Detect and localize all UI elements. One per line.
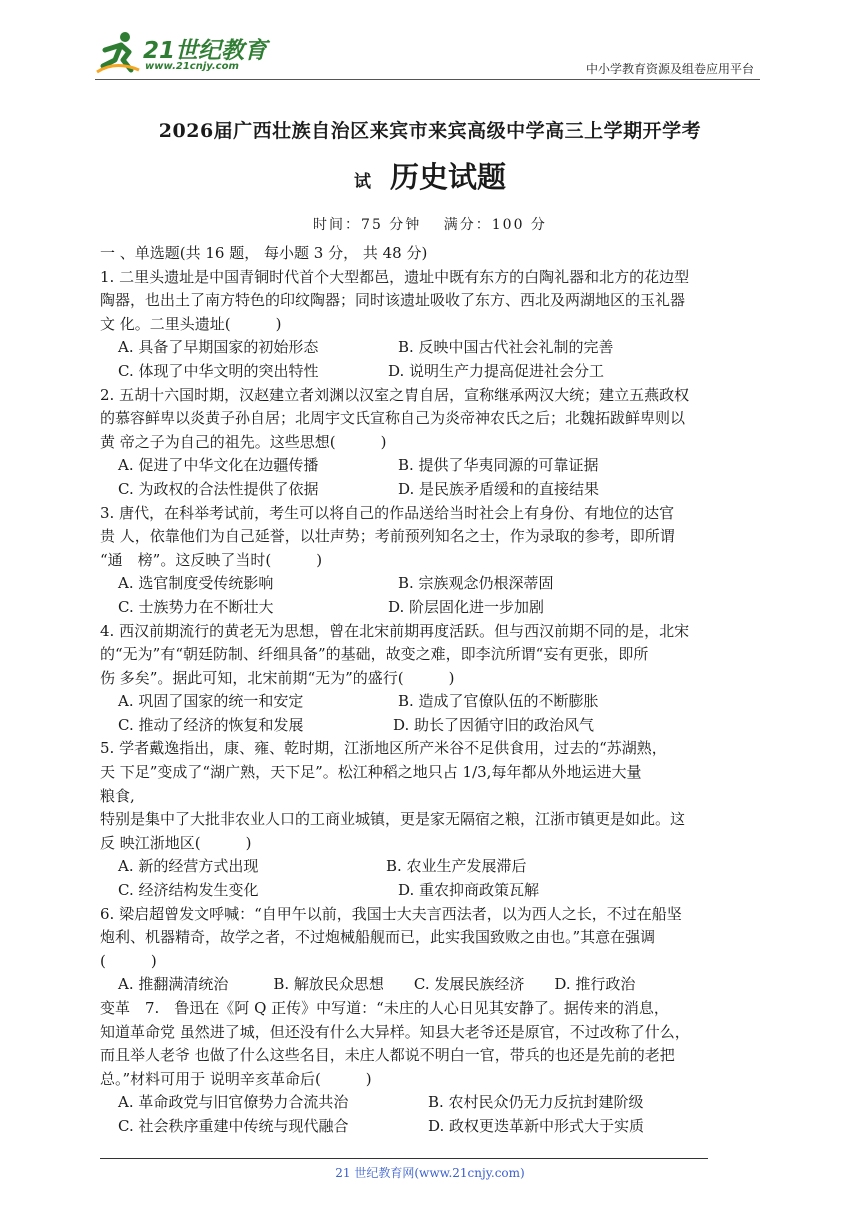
question-1-line: 1. 二里头遗址是中国青铜时代首个大型都邑，遗址中既有东方的白陶礼器和北方的花边型 [100,267,690,286]
option-a: A. 巩固了国家的统一和安定 [118,692,304,711]
option-b: B. 反映中国古代社会礼制的完善 [398,338,614,357]
option-b: B. 宗族观念仍根深蒂固 [398,574,554,593]
question-3-line: 3. 唐代，在科举考试前，考生可以将自己的作品送给当时社会上有身份、有地位的达官 [100,503,675,522]
question-5-line: 天 下足”变成了“湖广熟，天下足”。松江种稻之地只占 1/3,每年都从外地运进大量 [100,763,642,782]
question-7-line: 总。”材料可用于 说明辛亥革命后( ) [100,1069,372,1088]
logo-text: 21世纪教育 [143,38,268,64]
question-body [100,242,760,1139]
question-2-line: 2. 五胡十六国时期，汉赵建立者刘渊以汉室之胄自居，宣称继承两汉大统；建立五燕政权 [100,385,690,404]
question-6-line: ( ) [100,951,157,970]
question-7-line: 而且举人老爷 也做了什么这些名目，未庄人都说不明白一官，带兵的也还是先前的老把 [100,1046,675,1065]
option-d: D. 是民族矛盾缓和的直接结果 [398,479,600,498]
header-divider [95,79,760,80]
question-5-options [100,879,760,903]
question-6-line: 炮利、机器精奇，故学之者，不过炮械船舰而已，此实我国致败之由也。”其意在强调 [100,928,656,947]
question-4-line: 伤 多矣”。据此可知，北宋前期“无为”的盛行( ) [100,668,455,687]
option-d: D. 重农抑商政策瓦解 [398,881,540,900]
footer-divider [100,1158,708,1159]
option-a: A. 具备了早期国家的初始形态 [118,338,319,357]
option-b: B. 农村民众仍无力反抗封建阶级 [428,1093,644,1112]
question-6-line: 6. 梁启超曾发文呼喊：“自甲午以前，我国士大夫言西法者，以为西人之长，不过在船坚 [100,904,682,923]
option-c: C. 士族势力在不断壮大 [118,597,274,616]
question-4-line: 4. 西汉前期流行的黄老无为思想，曾在北宋前期再度活跃。但与西汉前期不同的是，北宋 [100,621,690,640]
option-a: A. 促进了中华文化在边疆传播 [118,456,319,475]
question-6-options: A. 推翻满清统治 B. 解放民众思想 C. 发展民族经济 D. 推行政治 [118,975,636,994]
question-2-line: 黄 帝之子为自己的祖先。这些思想( ) [100,432,387,451]
logo-url: www.21cnjy.com [145,61,239,72]
question-4-line: 的“无为”有“朝廷防制、纤细具备”的基础，故变之难，即李沆所谓“妄有更张，即所 [100,645,649,664]
section-heading: 一 、单选题(共 16 题， 每小题 3 分， 共 48 分) [100,244,428,262]
question-4-options [100,714,760,738]
exam-title-continued: 试 [353,172,371,192]
question-7-line: 变革 7. 鲁迅在《阿 Q 正传》中写道：“未庄的人心日见其安静了。据传来的消息， [100,999,669,1017]
question-5-line: 反 映江浙地区( ) [100,833,252,852]
option-c: C. 为政权的合法性提供了依据 [118,479,319,498]
question-2-options [100,478,760,502]
question-3-line: 贵 人，依靠他们为自己延誉，以壮声势；考前预列知名之士，作为录取的参考，即所谓 [100,527,675,546]
option-d: D. 说明生产力提高促进社会分工 [388,361,605,380]
footer-link[interactable]: 21 世纪教育网(www.21cnjy.com) [335,1166,525,1180]
question-3-options [100,572,760,596]
question-5-line: 特别是集中了大批非农业人口的工商业城镇，更是家无隔宿之粮，江浙市镇更是如此。这 [100,810,686,829]
option-c: C. 社会秩序重建中传统与现代融合 [118,1116,349,1135]
subject-title: 历史试题 [390,160,507,194]
question-5-line: 粮食, [100,786,135,805]
platform-label: 中小学教育资源及组卷应用平台 [585,62,754,76]
option-b: B. 造成了官僚队伍的不断膨胀 [398,692,599,711]
question-1-line: 文 化。二里头遗址( ) [100,314,282,333]
option-d: D. 助长了因循守旧的政治风气 [393,715,595,734]
option-c: C. 推动了经济的恢复和发展 [118,715,304,734]
question-4-options [100,690,760,714]
question-2-line: 的慕容鲜卑以炎黄子孙自居；北周宇文氏宣称自己为炎帝神农氏之后；北魏拓跋鲜卑则以 [100,409,686,428]
option-b: B. 提供了华夷同源的可靠证据 [398,456,599,475]
exam-meta: 时间：75 分钟 满分：100 分 [313,217,547,233]
question-5-line: 5. 学者戴逸指出，康、雍、乾时期，江浙地区所产米谷不足供食用，过去的“苏湖熟， [100,739,667,758]
question-3-options [100,596,760,620]
runner-logo-icon [95,30,141,76]
question-1-options [100,360,760,384]
option-a: A. 革命政党与旧官僚势力合流共治 [118,1093,349,1112]
page-header [95,30,760,82]
question-2-options [100,454,760,478]
option-d: D. 政权更迭革新中形式大于实质 [428,1116,645,1135]
option-c: C. 体现了中华文明的突出特性 [118,361,319,380]
exam-title: 2026届广西壮族自治区来宾市来宾高级中学高三上学期开学考 [158,120,702,142]
question-7-options [100,1091,760,1115]
option-a: A. 新的经营方式出现 [118,857,259,876]
option-a: A. 选官制度受传统影响 [118,574,274,593]
logo[interactable] [95,30,275,78]
question-1-options [100,336,760,360]
question-1-line: 陶器，也出土了南方特色的印纹陶器；同时该遗址吸收了东方、西北及两湖地区的玉礼器 [100,291,686,310]
option-b: B. 农业生产发展滞后 [386,857,527,876]
option-c: C. 经济结构发生变化 [118,881,259,900]
question-5-options [100,855,760,879]
exam-title-line2 [0,155,860,196]
option-d: D. 阶层固化进一步加剧 [388,597,545,616]
question-3-line: “通 榜”。这反映了当时( ) [100,550,323,569]
question-7-options [100,1115,760,1139]
question-7-line: 知道革命党 虽然进了城，但还没有什么大异样。知县大老爷还是原官，不过改称了什么， [100,1022,690,1041]
